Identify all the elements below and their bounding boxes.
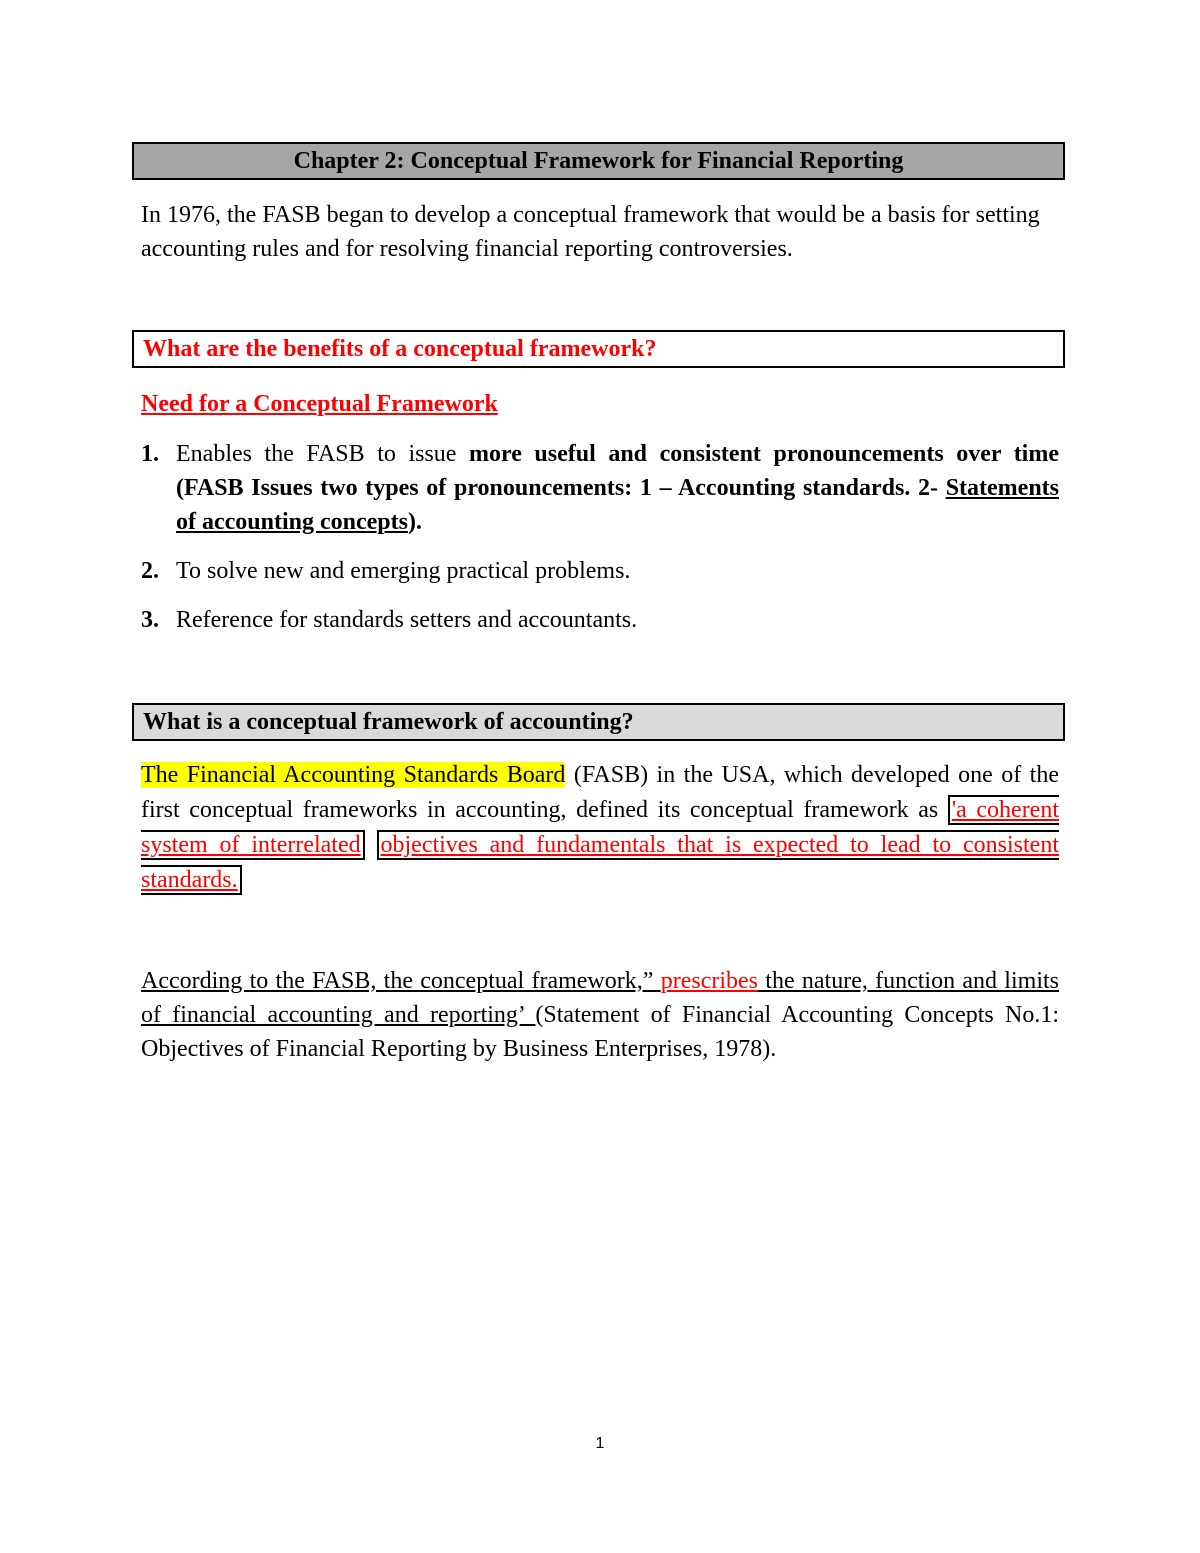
page-number: 1: [595, 1435, 605, 1452]
benefits-question: What are the benefits of a conceptual framework?: [143, 336, 657, 362]
list-text-plain: Enables the FASB to issue: [176, 441, 469, 467]
need-heading: Need for a Conceptual Framework: [141, 391, 498, 417]
list-item-3: [141, 603, 1059, 637]
according-underlined-1: According to the FASB, the conceptual framework,”: [141, 968, 661, 994]
quote-part-1: 'a coherent system of interrelated: [141, 797, 1059, 858]
list-text: Reference for standards setters and accountants.: [176, 607, 638, 633]
list-text-underlined: Statements of accounting concepts: [176, 475, 1059, 535]
quote-part-2: objectives and fundamentals that is expected to lead to consistent standards.: [141, 832, 1059, 893]
chapter-title-box: [132, 142, 1065, 180]
list-number: 1.: [141, 441, 159, 467]
definition-question-box: [132, 703, 1065, 741]
according-rest: (Statement of Financial Accounting Concepts No.1: Objectives of Financial Reporting by Business Enterprises, 1978).: [141, 1002, 1059, 1062]
definition-question: What is a conceptual framework of accounting?: [143, 709, 634, 735]
according-underlined-2: the nature, function and limits of financial accounting and reporting’: [141, 968, 1059, 1028]
highlighted-text: The Financial Accounting Standards Board: [141, 762, 566, 788]
list-text-bold: more useful and consistent pronouncements over time (FASB Issues two types of pronouncements: 1 – Accounting standards. 2-: [176, 441, 1059, 501]
benefits-question-box: [132, 330, 1065, 368]
list-text: [176, 437, 1059, 539]
list-text-bold-end: ).: [407, 509, 422, 535]
according-paragraph: [141, 964, 1059, 1066]
list-item-2: [141, 554, 1059, 588]
intro-paragraph: In 1976, the FASB began to develop a conceptual framework that would be a basis for setting accounting rules and for resolving financial reporting controversies.: [141, 202, 1040, 262]
list-number: 2.: [141, 558, 159, 584]
prescribes-word: prescribes: [660, 968, 758, 994]
list-item-1: [141, 437, 1059, 539]
definition-paragraph: [141, 758, 1059, 898]
list-text: To solve new and emerging practical problems.: [176, 558, 631, 584]
chapter-title: Chapter 2: Conceptual Framework for Financial Reporting: [293, 148, 904, 174]
list-number: 3.: [141, 607, 159, 633]
definition-text: (FASB) in the USA, which developed one of the first conceptual frameworks in accounting, defined its conceptual framework as: [141, 762, 1059, 823]
